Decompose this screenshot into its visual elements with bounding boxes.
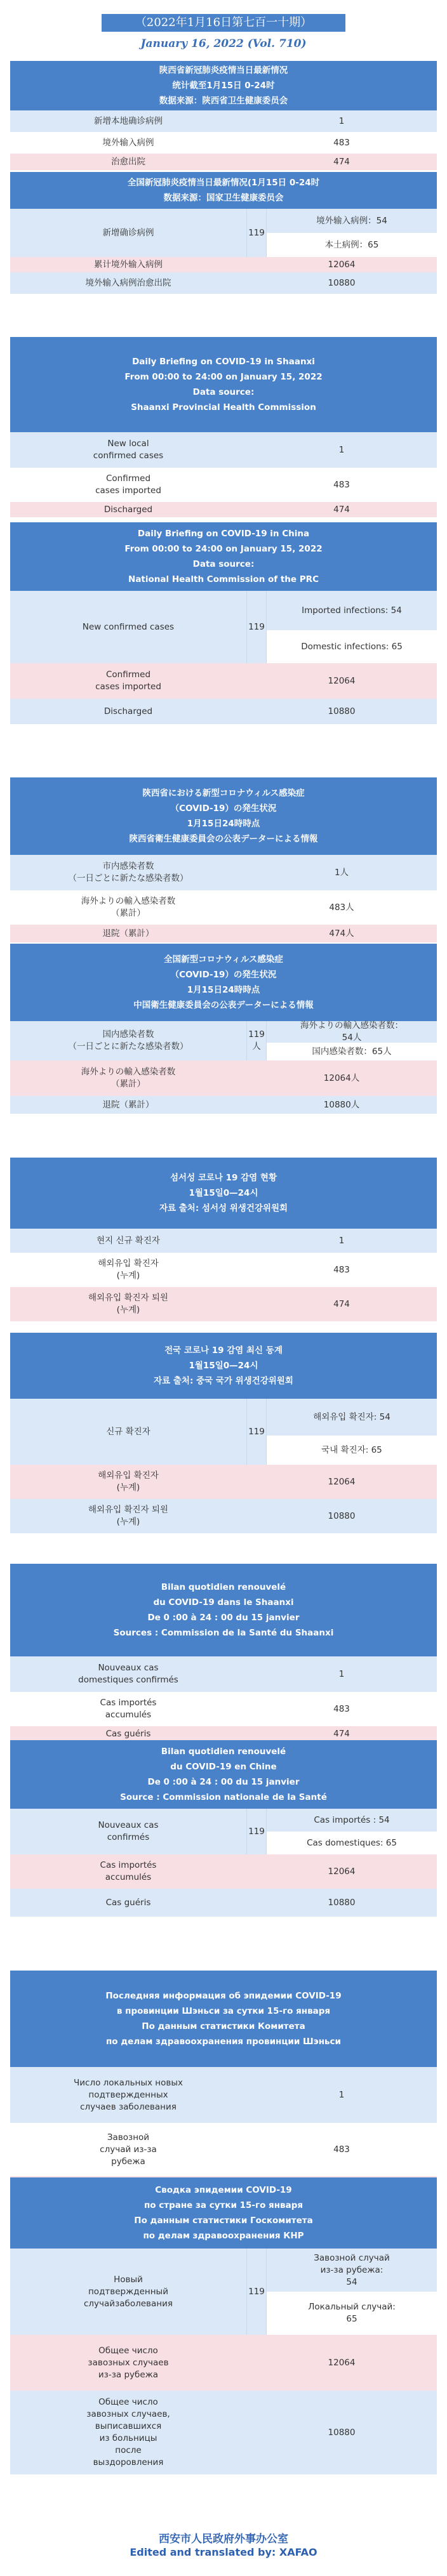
title-line: 1月15日24時時点 (187, 819, 260, 829)
new-cases-total: 119人 (246, 1021, 267, 1060)
title-line: 全国新型コロナウィルス感染症 (164, 954, 283, 965)
footer-office: 西安市人民政府外事办公室 (159, 2533, 288, 2546)
bulletin-title (10, 777, 437, 855)
title-line: 陝西省における新型コロナウィルス感染症 (142, 788, 305, 798)
title-line: 全国新冠肺炎疫情当日最新情况(1月15日 0-24时 (127, 178, 320, 188)
stat-value: 1人 (246, 855, 437, 890)
title-line: По данным статистики Госкомитета (134, 2216, 313, 2226)
stat-label: 境外输入病例治愈出院 (10, 272, 246, 294)
title-line: по стране за сутки 15-го января (143, 2200, 304, 2210)
title-line: From 00:00 to 24:00 on January 15, 2022 (124, 372, 323, 382)
bulletin-title (10, 944, 437, 1021)
title-line: 统计截至1月15日 0-24时 (172, 81, 275, 91)
title-line: du COVID-19 dans le Shaanxi (153, 1597, 294, 1608)
stats-table (10, 432, 437, 517)
title-line: De 0 :00 à 24 : 00 du 15 janvier (147, 1777, 300, 1787)
stat-label: Общее число завозных случаев из-за рубежа (10, 2335, 246, 2391)
new-cases-label: Новый подтвержденный случайзаболевания (10, 2249, 246, 2335)
title-line: Shaanxi Provincial Health Commission (131, 402, 316, 413)
bulletin-title (10, 1333, 437, 1399)
stat-label: 해외유입 확진자 (누계) (10, 1253, 246, 1287)
issue-banner: （2022年1月16日第七百一十期） (102, 14, 345, 32)
bulletin-title (10, 172, 437, 209)
stat-value: 10880 (246, 272, 437, 294)
stat-value: 12064 (246, 1465, 437, 1499)
new-cases-domestic: Domestic infections: 65 (267, 630, 437, 663)
stats-table (10, 1809, 437, 1917)
bulletin-title (10, 1564, 437, 1656)
stat-label: Cas importés accumulés (10, 1854, 246, 1889)
new-cases-domestic: 国内感染者数：65人 (267, 1043, 437, 1060)
stat-label: 해외유입 확진자 퇴원 (누계) (10, 1287, 246, 1321)
title-line: 数据来源：陕西省卫生健康委员会 (159, 96, 288, 106)
stat-value: 474 (246, 1726, 437, 1741)
title-line: 陝西省衛生健康委員会の公表データーによる情報 (129, 834, 318, 844)
title-line: 1월15일0—24시 (189, 1361, 258, 1371)
title-line: 전국 코로나 19 감염 최신 동계 (164, 1345, 283, 1356)
stat-label: 市内感染者数 （一日ごとに新たな感染者数） (10, 855, 246, 890)
bulletin-title (10, 1740, 437, 1809)
stat-value: 10880 (246, 699, 437, 724)
bulletin-ko-china (10, 1333, 437, 1533)
stat-label: 海外よりの輸入感染者数 （累計） (10, 1060, 246, 1096)
stat-value: 483 (246, 1692, 437, 1726)
new-cases-label: 国内感染者数 （一日ごとに新たな感染者数） (10, 1021, 246, 1060)
bulletin-title (10, 2177, 437, 2249)
bulletin-ko-shaanxi (10, 1158, 437, 1321)
title-line: 1月15日24時時点 (187, 985, 260, 995)
stat-value: 474 (246, 1287, 437, 1321)
stats-table (10, 855, 437, 942)
stats-table (10, 1656, 437, 1741)
bulletin-title (10, 337, 437, 432)
title-line: Bilan quotidien renouvelé (161, 1747, 286, 1757)
stat-label: Discharged (10, 502, 246, 517)
stat-label: New local confirmed cases (10, 432, 246, 468)
title-line: From 00:00 to 24:00 on January 15, 2022 (124, 544, 323, 554)
stat-value: 10880 (246, 1889, 437, 1917)
title-line: Data source: (192, 559, 255, 569)
new-cases-total: 119 (246, 209, 267, 257)
new-cases-imported: 해외유입 확진자: 54 (267, 1399, 437, 1436)
title-line: Bilan quotidien renouvelé (161, 1582, 286, 1592)
stat-label: 현지 신규 확진자 (10, 1229, 246, 1253)
new-cases-domestic: Cas domestiques: 65 (267, 1832, 437, 1854)
new-cases-total: 119 (246, 2249, 267, 2335)
title-line: （COVID-19）の発生状況 (170, 970, 277, 980)
stat-label: Cas guéris (10, 1889, 246, 1917)
bulletin-ja-shaanxi (10, 777, 437, 942)
new-cases-label: New confirmed cases (10, 591, 246, 663)
stat-label: 해외유입 확진자 (누계) (10, 1465, 246, 1499)
bulletin-fr-china (10, 1740, 437, 1917)
title-line: по делам здравоохранения провинции Шэньси (105, 2037, 342, 2047)
stat-value: 483人 (246, 890, 437, 925)
stat-value: 10880 (246, 1499, 437, 1533)
new-cases-total: 119 (246, 1399, 267, 1465)
stat-value: 474 (246, 154, 437, 170)
new-cases-total: 119 (246, 591, 267, 663)
stat-value: 12064 (246, 663, 437, 699)
stat-label: 退院（累計） (10, 1096, 246, 1114)
title-line: Data source: (192, 387, 255, 397)
title-line: Daily Briefing on COVID-19 in Shaanxi (132, 357, 315, 367)
new-cases-imported: Cas importés : 54 (267, 1809, 437, 1832)
stat-value: 12064 (246, 2335, 437, 2391)
bulletin-en-china (10, 522, 437, 724)
new-cases-domestic: 국내 확진자: 65 (267, 1436, 437, 1465)
stat-label: 累计境外输入病例 (10, 257, 246, 272)
title-line: По данным статистики Комитета (142, 2021, 305, 2031)
stats-table (10, 1021, 437, 1114)
stat-label: Discharged (10, 699, 246, 724)
bulletin-zh-china (10, 172, 437, 294)
title-line: 자료 출처: 섬서성 위생건강위원회 (159, 1203, 288, 1213)
stat-value: 12064 (246, 257, 437, 272)
stats-table (10, 591, 437, 724)
bulletin-ru-china (10, 2177, 437, 2474)
new-cases-total: 119 (246, 1809, 267, 1854)
stat-label: Confirmed cases imported (10, 663, 246, 699)
stat-label: Cas guéris (10, 1726, 246, 1741)
title-line: 陕西省新冠肺炎疫情当日最新情况 (159, 65, 288, 76)
stat-value: 1 (246, 1229, 437, 1253)
title-line: Source : Commission nationale de la Santé (120, 1792, 327, 1802)
new-cases-label: 신규 확진자 (10, 1399, 246, 1465)
stat-label: 新增本地确诊病例 (10, 110, 246, 132)
new-cases-label: 新增确诊病例 (10, 209, 246, 257)
stat-label: 海外よりの輸入感染者数 （累計） (10, 890, 246, 925)
bulletin-title (10, 1158, 437, 1229)
bulletin-title (10, 61, 437, 110)
stat-value: 1 (246, 2067, 437, 2123)
title-line: 1월15일0—24시 (189, 1188, 258, 1198)
footer-credit: Edited and translated by: XAFAO (130, 2546, 317, 2558)
new-cases-domestic: 本土病例：65 (267, 233, 437, 257)
stats-table (10, 1229, 437, 1321)
title-line: De 0 :00 à 24 : 00 du 15 janvier (147, 1613, 300, 1623)
stat-value: 474 (246, 502, 437, 517)
bulletin-title (10, 522, 437, 591)
new-cases-imported: Завозной случай из-за рубежа: 54 (267, 2249, 437, 2292)
title-line: du COVID-19 en Chine (170, 1762, 277, 1772)
bulletin-title (10, 1971, 437, 2067)
new-cases-label: Nouveaux cas confirmés (10, 1809, 246, 1854)
stat-value: 483 (246, 132, 437, 154)
stat-label: Завозной случай из-за рубежа (10, 2123, 246, 2176)
stat-value: 12064 (246, 1854, 437, 1889)
stats-table (10, 110, 437, 170)
stat-label: Nouveaux cas domestiques confirmés (10, 1656, 246, 1692)
title-line: Daily Briefing on COVID-19 in China (137, 529, 310, 539)
bulletin-fr-shaanxi (10, 1564, 437, 1741)
new-cases-imported: Imported infections: 54 (267, 591, 437, 630)
stat-value: 10880 (246, 2391, 437, 2474)
title-line: Последняя информация об эпидемии COVID-19 (105, 1991, 342, 2001)
stat-value: 12064人 (246, 1060, 437, 1096)
title-line: 数据来源：国家卫生健康委员会 (163, 193, 284, 203)
title-line: 中国衛生健康委員会の公表データーによる情報 (133, 1000, 314, 1010)
stat-value: 483 (246, 1253, 437, 1287)
stat-label: Cas importés accumulés (10, 1692, 246, 1726)
stat-label: Общее число завозных случаев, выписавшихся из больницы после выздоровления (10, 2391, 246, 2474)
issue-date: January 16, 2022 (Vol. 710) (140, 37, 307, 50)
stat-value: 483 (246, 468, 437, 502)
stat-label: Число локальных новых подтвержденных случаев заболевания (10, 2067, 246, 2123)
stat-label: Confirmed cases imported (10, 468, 246, 502)
bulletin-ja-china (10, 944, 437, 1114)
stat-value: 1 (246, 110, 437, 132)
title-line: в провинции Шэньси за сутки 15-го января (116, 2006, 331, 2016)
bulletin-zh-shaanxi (10, 61, 437, 170)
stat-value: 474人 (246, 925, 437, 942)
title-line: 섬서성 코로나 19 감염 현황 (170, 1173, 277, 1183)
stat-label: 治愈出院 (10, 154, 246, 170)
title-line: 자료 출처: 중국 국가 위생건강위원회 (154, 1376, 293, 1386)
stat-value: 1 (246, 1656, 437, 1692)
stats-table (10, 1399, 437, 1533)
stats-table (10, 209, 437, 294)
new-cases-imported: 境外输入病例：54 (267, 209, 437, 233)
stat-value: 10880人 (246, 1096, 437, 1114)
title-line: Sources : Commission de la Santé du Shaanxi (113, 1628, 334, 1638)
stat-value: 483 (246, 2123, 437, 2176)
stat-value: 1 (246, 432, 437, 468)
title-line: National Health Commission of the PRC (128, 574, 319, 585)
stat-label: 退院（累計） (10, 925, 246, 942)
bulletin-en-shaanxi (10, 337, 437, 517)
stat-label: 해외유입 확진자 퇴원 (누계) (10, 1499, 246, 1533)
title-line: Сводка эпидемии COVID-19 (155, 2185, 292, 2195)
new-cases-imported: 海外よりの輸入感染者数： 54人 (267, 1021, 437, 1043)
title-line: （COVID-19）の発生状況 (170, 803, 277, 814)
new-cases-domestic: Локальный случай: 65 (267, 2292, 437, 2335)
stats-table (10, 2249, 437, 2474)
title-line: по делам здравоохранения КНР (143, 2231, 304, 2241)
stat-label: 境外输入病例 (10, 132, 246, 154)
